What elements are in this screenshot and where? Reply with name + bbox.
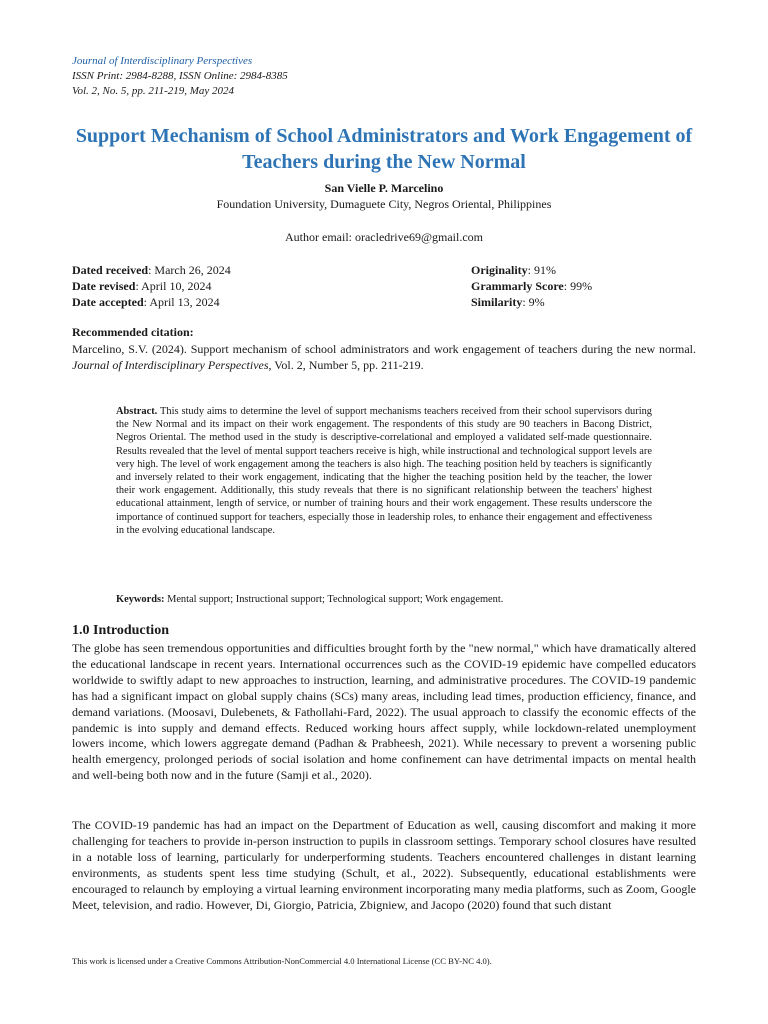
citation-text: Marcelino, S.V. (2024). Support mechanism of school administrators and work engagement of teachers during the new normal. Journal of Interdisciplinary Perspectives, Vol. 2, Number 5, pp. 211-219.: [72, 342, 696, 372]
date-revised: Date revised: April 10, 2024: [72, 279, 212, 293]
paper-title: Support Mechanism of School Administrators and Work Engagement of Teachers during the New Normal: [75, 125, 693, 173]
date-accepted: Date accepted: April 13, 2024: [72, 295, 220, 309]
section-heading-introduction: 1.0 Introduction: [72, 623, 169, 638]
issn-line: ISSN Print: 2984-8288, ISSN Online: 2984-8385: [72, 70, 288, 82]
license-footer: This work is licensed under a Creative Commons Attribution-NonCommercial 4.0 International License (CC BY-NC 4.0).: [72, 956, 492, 966]
keywords: [116, 593, 652, 606]
intro-paragraph-2: The COVID-19 pandemic has had an impact on the Department of Education as well, causing discomfort and making it more challenging for teachers to provide in-person instruction to pupils in classroom settings. Temporary school closures have resulted in a notable loss of learning, particularly for underperforming students. Teachers encountered challenges in distant learning environments, as students spent less time studying (Schult, et al., 2022). Subsequently, educational establishments were encouraged to relaunch by employing a virtual learning environment incorporating many media platforms, such as Zoom, Google Meet, television, and radio. However, Di, Giorgio, Patricia, Zbigniew, and Jacopo (2020) found that such distant: [72, 818, 696, 912]
grammarly-score: Grammarly Score: 99%: [471, 279, 593, 293]
publication-dates: [72, 262, 231, 310]
author-email[interactable]: Author email: oracledrive69@gmail.com: [285, 230, 483, 244]
author-name: San Vielle P. Marcelino: [324, 181, 444, 195]
keywords-label: Keywords:: [116, 594, 165, 605]
abstract-text: This study aims to determine the level of support mechanisms teachers received from their school supervisors during the New Normal and its impact on their work engagement. The respondents of this study are 90 teachers in Bacong District, Negros Oriental. The method used in the study is descriptive-correlational and employed a validated self-made questionnaire. Results revealed that the level of mental support teachers receive is high, while instructional and technological support levels are very high. The level of work engagement among the teachers is also high. The teaching position held by teachers is significantly and inversely related to their work engagement, indicating that the higher the teaching position held by the teacher, the lower their work engagement. Additionally, this study reveals that there is no significant relationship between the teachers' highest educational attainment, length of service, or number of training hours and their work engagement. These results underscore the importance of continued support for teachers, especially those in leadership roles, to enhance their engagement and effectiveness in the evolving educational landscape.: [116, 406, 652, 536]
citation-heading: Recommended citation:: [72, 325, 194, 339]
journal-name[interactable]: Journal of Interdisciplinary Perspectives: [72, 55, 253, 67]
abstract-label: Abstract.: [116, 406, 158, 417]
originality-score: Originality: 91%: [471, 263, 557, 277]
abstract: [116, 405, 652, 537]
date-received: Dated received: March 26, 2024: [72, 263, 231, 277]
intro-paragraph-1: The globe has seen tremendous opportunities and difficulties brought forth by the "new normal," which have dramatically altered the educational landscape in recent years. International occurrences such as the COVID-19 epidemic have compelled educators worldwide to swiftly adapt to new approaches to instruction, learning, and administrative procedures. The COVID-19 pandemic has had a significant impact on global supply chains (SCs) many areas, including lead times, production efficiency, finance, and demand variations. (Moosavi, Dulebenets, & Fathollahi-Fard, 2022). The usual approach to classify the economic effects of the pandemic is into supply and demand effects. Reduced working hours affect supply, while lockdown-related unemployment lowers income, which lowers aggregate demand (Padhan & Prabheesh, 2021). While necessary to prevent a worsening public health emergency, prolonged periods of social isolation and home confinement can have detrimental impacts on mental health and well-being both now and in the future (Samji et al., 2020).: [72, 641, 696, 783]
volume-line: Vol. 2, No. 5, pp. 211-219, May 2024: [72, 85, 235, 97]
journal-header: [72, 54, 288, 99]
author-affiliation: Foundation University, Dumaguete City, Negros Oriental, Philippines: [216, 197, 552, 211]
similarity-score: Similarity: 9%: [471, 295, 545, 309]
keywords-text: Mental support; Instructional support; Technological support; Work engagement.: [164, 594, 504, 605]
quality-scores: [471, 262, 592, 310]
